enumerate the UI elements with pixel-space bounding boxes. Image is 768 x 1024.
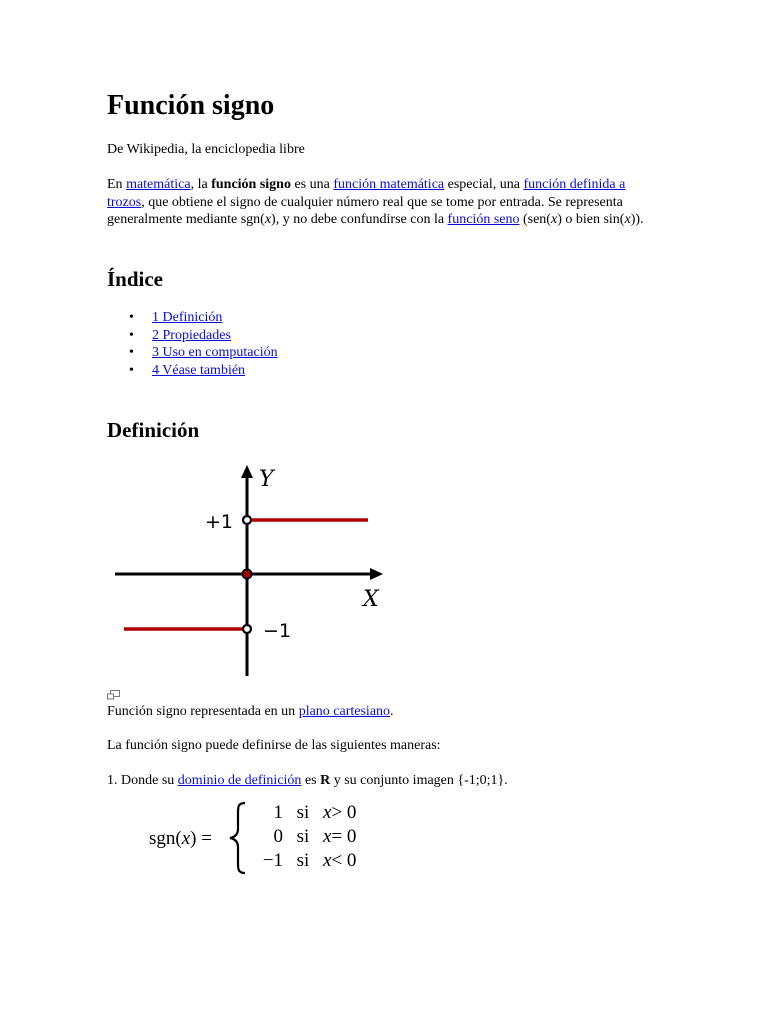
link-funcion-matematica[interactable]: función matemática — [333, 177, 445, 192]
y-axis-label: Y — [259, 467, 274, 492]
toc-item — [152, 327, 278, 345]
origin-point — [243, 570, 252, 579]
plus-one-label: +1 — [205, 511, 234, 533]
toc-item — [152, 344, 278, 362]
link-funcion-definida-a-trozos[interactable]: función definida a trozos — [107, 177, 626, 210]
x-axis-label: X — [363, 587, 379, 612]
open-point-minus-one — [243, 625, 251, 633]
definition-item-1: 1. Donde su dominio de definición es R y su conjunto imagen {-1;0;1}. — [107, 773, 508, 788]
open-point-plus-one — [243, 516, 251, 524]
figure-caption: Función signo representada en un plano cartesiano. — [107, 704, 394, 719]
toc-link-uso-en-computacion[interactable]: 3 Uso en computación — [152, 345, 278, 360]
link-funcion-seno[interactable]: función seno — [447, 212, 520, 227]
formula-row: −1 si x< 0 — [262, 850, 357, 871]
table-of-contents — [107, 309, 278, 379]
page-title: Función signo — [107, 90, 275, 121]
toc-item — [152, 309, 278, 327]
y-axis-arrow — [241, 465, 253, 478]
link-plano-cartesiano[interactable]: plano cartesiano — [298, 704, 391, 719]
left-brace — [227, 800, 249, 876]
link-dominio-de-definicion[interactable]: dominio de definición — [177, 773, 302, 788]
enlarge-icon[interactable] — [107, 690, 121, 700]
tagline: De Wikipedia, la enciclopedia libre — [107, 142, 305, 157]
definitions-intro: La función signo puede definirse de las siguientes maneras: — [107, 738, 441, 753]
sign-function-graph — [107, 462, 397, 682]
link-matematica[interactable]: matemática — [126, 177, 191, 192]
formula-lhs: sgn(x) = — [149, 828, 212, 849]
bold-term: función signo — [211, 177, 291, 192]
intro-paragraph: En matemática, la función signo es una función matemática especial, una función definida a trozos, que obtiene el signo de cualquier número real que se tome por entrada. Se representa generalmente mediante sgn(x), y no debe confundirse con la función seno (sen(x) o bien sin(x)). — [107, 177, 644, 227]
toc-link-definicion[interactable]: 1 Definición — [152, 310, 223, 325]
minus-one-label: −1 — [263, 620, 292, 642]
toc-heading: Índice — [107, 267, 164, 291]
section-heading-definicion: Definición — [107, 418, 200, 442]
x-axis-arrow — [370, 568, 383, 580]
toc-item — [152, 362, 278, 380]
formula-row: 0 si x= 0 — [273, 826, 357, 847]
toc-link-vease-tambien[interactable]: 4 Véase también — [152, 362, 246, 378]
toc-link-propiedades[interactable]: 2 Propiedades — [152, 327, 231, 343]
formula-row: 1 si x> 0 — [273, 802, 357, 823]
